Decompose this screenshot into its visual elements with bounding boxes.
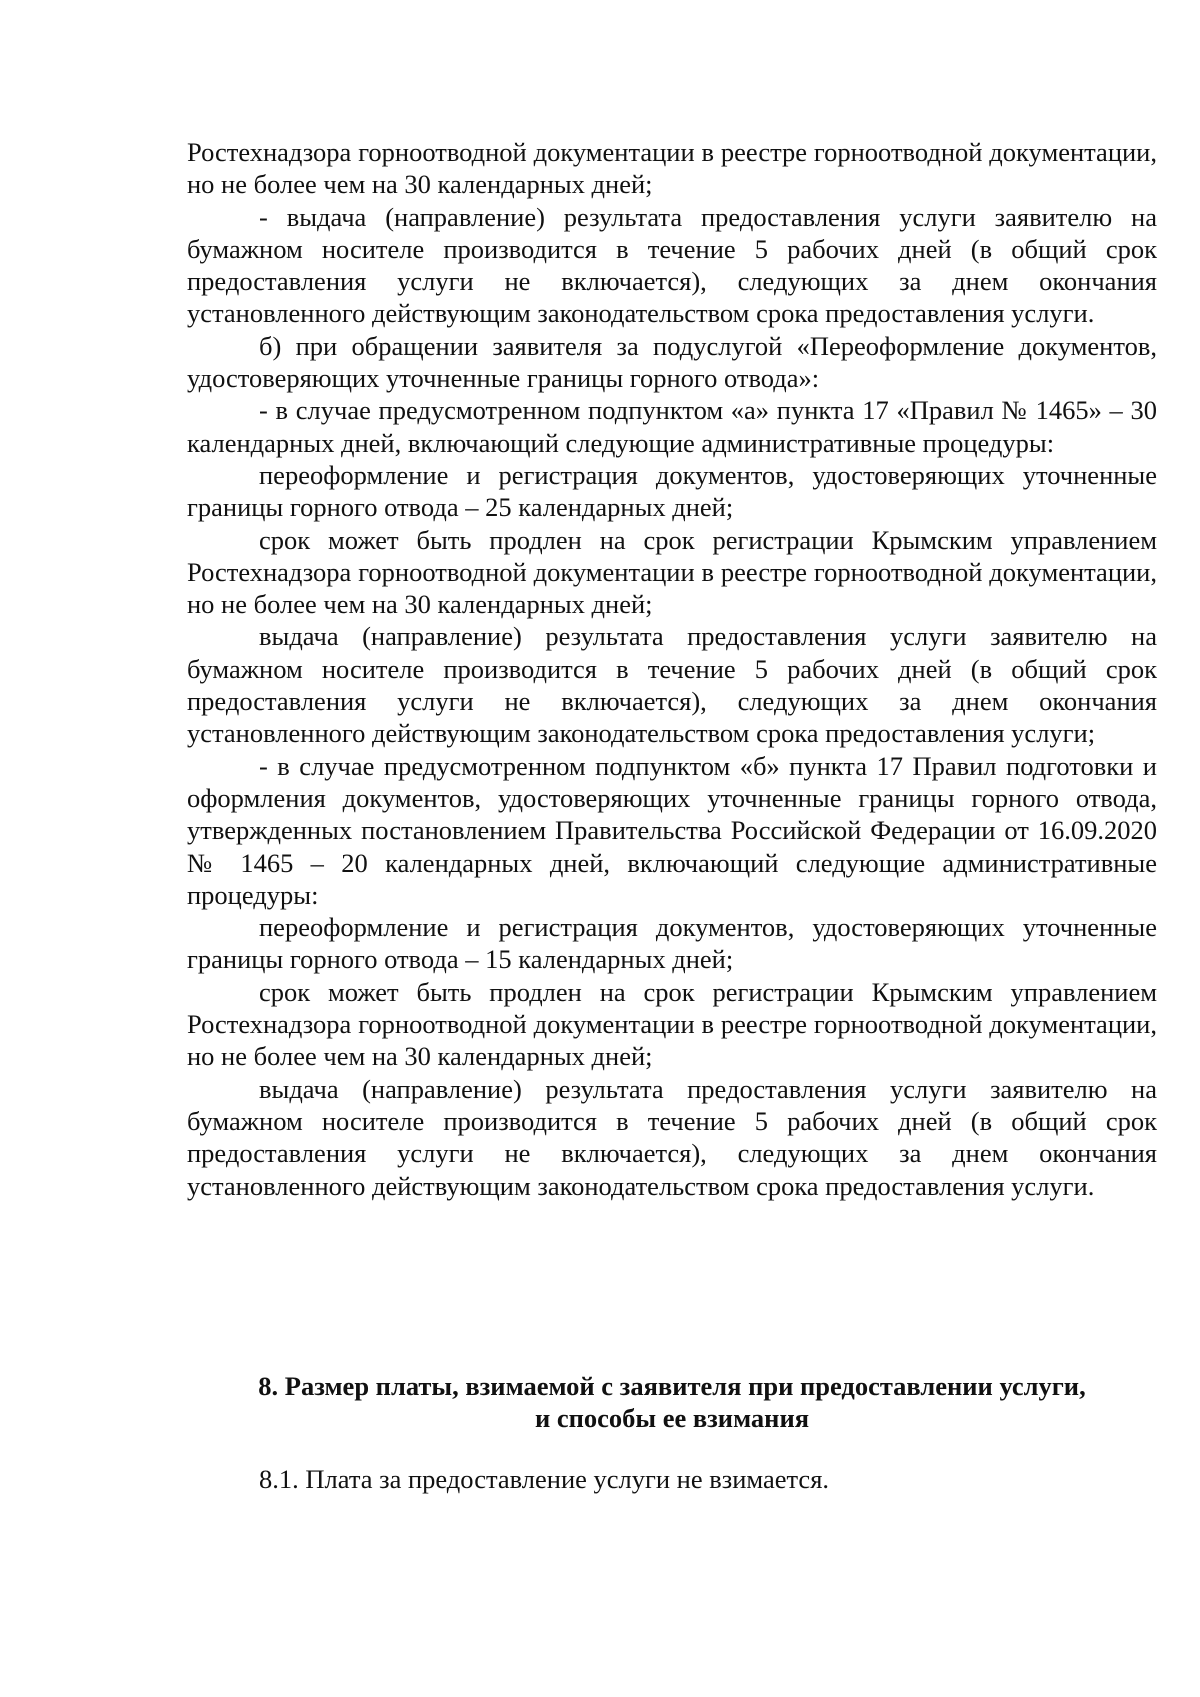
paragraph: переоформление и регистрация документов, удостоверяющих уточненные границы горного отвода – 25 календарных дней; xyxy=(187,459,1157,523)
body-text xyxy=(187,136,1157,1202)
paragraph: выдача (направление) результата предоставления услуги заявителю на бумажном носителе производится в течение 5 рабочих дней (в общий срок предоставления услуги не включается), следующих за днем окончания установленного действующим законодательством срока предоставления услуги; xyxy=(187,621,1157,749)
section-heading-line: 8. Размер платы, взимаемой с заявителя при предоставлении услуги, xyxy=(258,1371,1086,1401)
section-heading-line: и способы ее взимания xyxy=(534,1403,810,1433)
paragraph: - в случае предусмотренном подпунктом «а» пункта 17 «Правил № 1465» – 30 календарных дней, включающий следующие административные процедуры: xyxy=(187,395,1157,458)
section-heading xyxy=(187,1370,1157,1434)
paragraph: б) при обращении заявителя за подуслугой «Переоформление документов, удостоверяющих уточненные границы горного отвода»: xyxy=(187,330,1157,394)
paragraph: переоформление и регистрация документов, удостоверяющих уточненные границы горного отвода – 15 календарных дней; xyxy=(187,912,1157,975)
clause-8-1: 8.1. Плата за предоставление услуги не взимается. xyxy=(259,1464,830,1494)
paragraph: - выдача (направление) результата предоставления услуги заявителю на бумажном носителе производится в течение 5 рабочих дней (в общий срок предоставления услуги не включается), следующих за днем окончания установленного действующим законодательством срока предоставления услуги. xyxy=(187,201,1157,329)
paragraph: срок может быть продлен на срок регистрации Крымским управлением Ростехнадзора горноотводной документации в реестре горноотводной документации, но не более чем на 30 календарных дней; xyxy=(187,524,1157,620)
paragraph: - в случае предусмотренном подпунктом «б» пункта 17 Правил подготовки и оформления документов, удостоверяющих уточненные границы горного отвода, утвержденных постановлением Правительства Российской Федерации от 16.09.2020 № 1465 – 20 календарных дней, включающий следующие административные процедуры: xyxy=(187,750,1157,910)
paragraph: выдача (направление) результата предоставления услуги заявителю на бумажном носителе производится в течение 5 рабочих дней (в общий срок предоставления услуги не включается), следующих за днем окончания установленного действующим законодательством срока предоставления услуги. xyxy=(187,1073,1157,1201)
paragraph: Ростехнадзора горноотводной документации в реестре горноотводной документации, но не более чем на 30 календарных дней; xyxy=(187,137,1157,200)
paragraph: срок может быть продлен на срок регистрации Крымским управлением Ростехнадзора горноотводной документации в реестре горноотводной документации, но не более чем на 30 календарных дней; xyxy=(187,976,1157,1072)
